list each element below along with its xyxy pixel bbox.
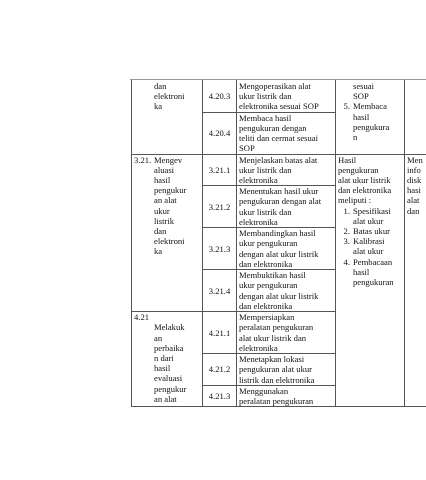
indicator-text: Menentukan hasil ukur pengukuran dengan alat ukur listrik dan elektronika: [237, 186, 336, 228]
kd-number: 3.21.: [134, 154, 152, 165]
indicator-number: 3.21.2: [203, 186, 237, 228]
indicator-text: Membuktikan hasil ukur pengukuran dengan alat ukur listrik dan elektronika: [237, 270, 336, 312]
list-item: 5. Membaca hasil pengukura n: [343, 101, 390, 143]
indicator-text: Membandingkan hasil ukur pengukuran dengan alat ukur listrik dan elektronika: [237, 228, 336, 270]
kd-cell-4-21: [132, 312, 203, 407]
list-item: sesuai SOP: [353, 81, 375, 102]
col5-cell-continued: [405, 81, 426, 155]
material-cell-3-21: [336, 154, 405, 407]
indicator-number: 4.21.1: [203, 312, 237, 354]
indicator-number: 4.20.4: [203, 112, 237, 154]
kd-text: Mengev aluasi hasil pengukur an alat ukur listrik dan elektroni ka: [154, 154, 187, 257]
indicator-text: Mengoperasikan alat ukur listrik dan elektronika sesuai SOP: [237, 81, 336, 113]
list-item: 3. Kalibrasi alat ukur: [343, 236, 385, 257]
list-item: 2. Batas ukur: [343, 226, 390, 237]
kd-cell-continued: [132, 81, 203, 155]
indicator-text: Mempersiapkan peralatan pengukuran alat ukur listrik dan elektronika: [237, 312, 336, 354]
indicator-text: Menjelaskan batas alat ukur listrik dan elektronika: [237, 154, 336, 186]
list-item: 1. Spesifikasi alat ukur: [343, 205, 391, 226]
material-cell-continued: [336, 81, 405, 155]
indicator-text: Membaca hasil pengukuran dengan teliti dan cermat sesuai SOP: [237, 112, 336, 154]
kd-cell-3-21: [132, 154, 203, 312]
indicator-number: 4.21.3: [203, 385, 237, 406]
indicator-number: 3.21.4: [203, 270, 237, 312]
table-row: [132, 81, 426, 113]
kd-text: dan elektroni ka: [154, 81, 185, 112]
col5-cell: Men info disk hasi alat dan: [405, 154, 426, 407]
indicator-number: 4.21.2: [203, 354, 237, 386]
indicator-number: 3.21.3: [203, 228, 237, 270]
list-item: 4. Pembacaan hasil pengukuran: [343, 256, 394, 288]
kd-text: Melakuk an perbaika n dari hasil evaluasi pengukur an alat: [154, 322, 187, 404]
material-heading: Hasil pengukuran alat ukur listrik dan elektronika meliputi :: [338, 154, 392, 206]
indicator-number: 3.21.1: [203, 154, 237, 186]
indicator-number: 4.20.3: [203, 81, 237, 113]
indicator-text: Menggunakan peralatan pengukuran: [237, 385, 336, 406]
table-row: [132, 154, 426, 186]
kd-number: 4.21: [134, 312, 150, 323]
competency-table: [131, 80, 426, 407]
indicator-text: Menetapkan lokasi pengukuran alat ukur listrik dan elektronika: [237, 354, 336, 386]
